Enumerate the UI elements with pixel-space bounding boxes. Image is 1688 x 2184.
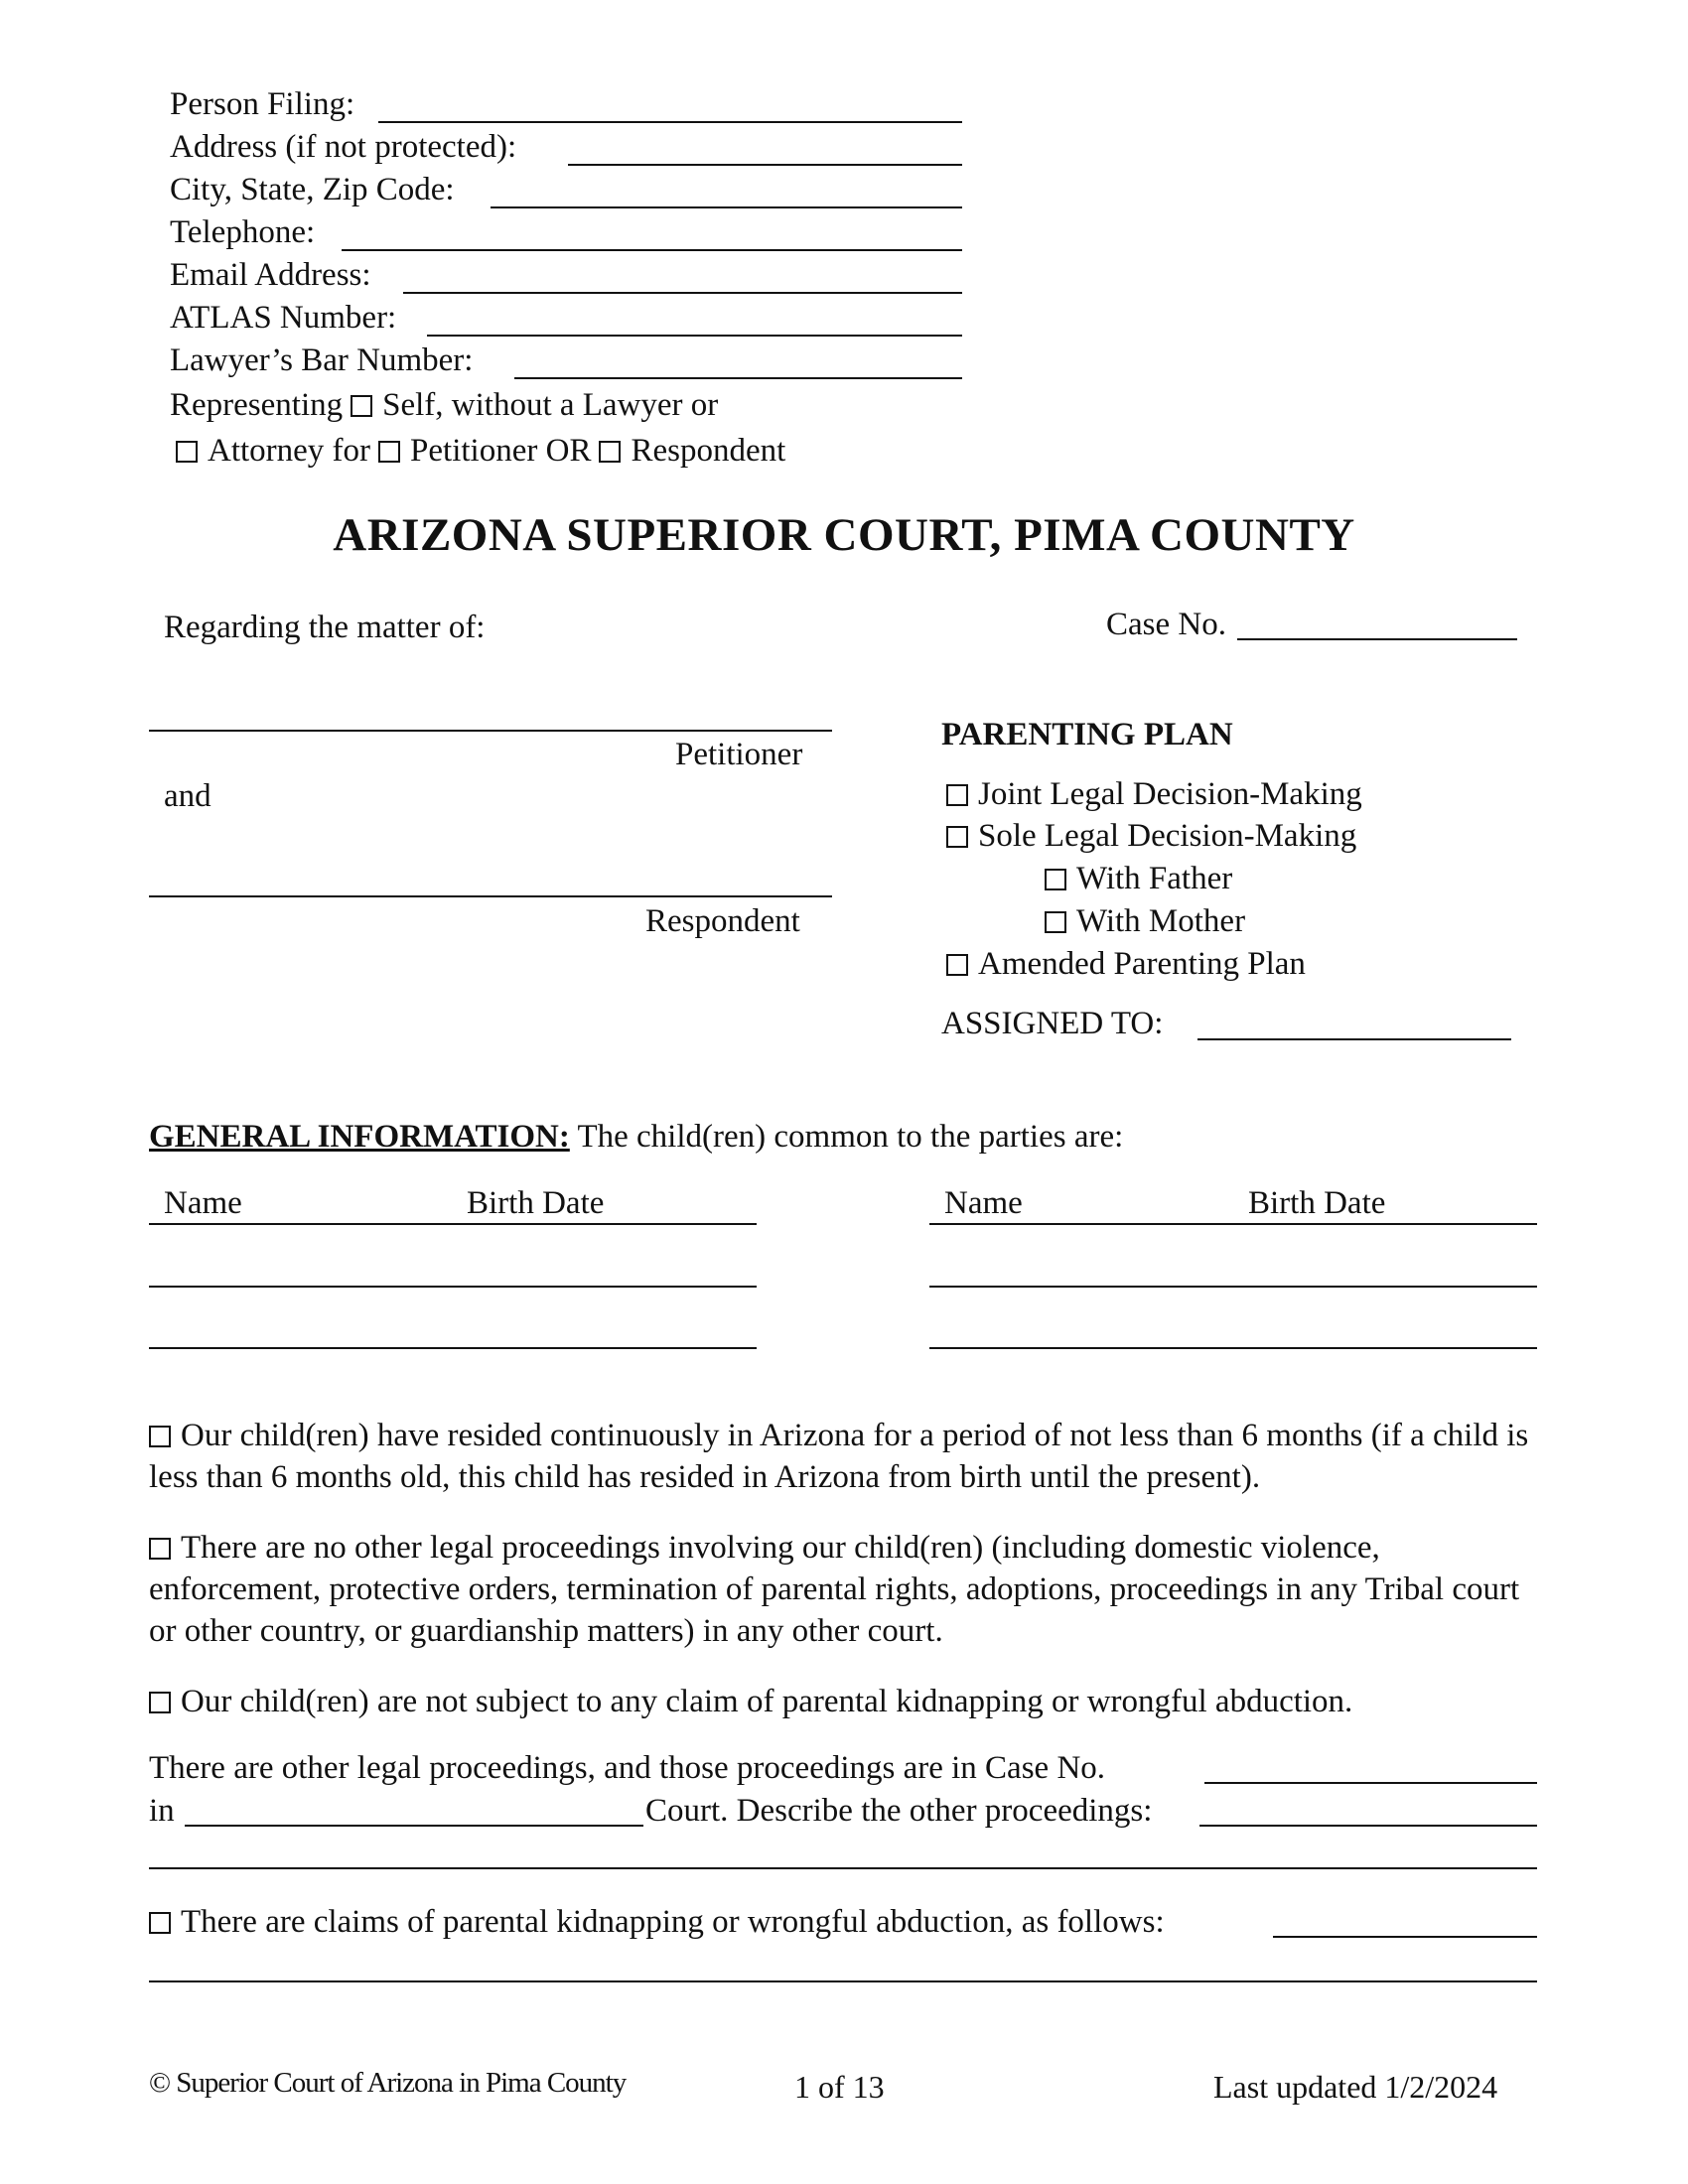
parenting-plan-heading: PARENTING PLAN xyxy=(941,717,1233,752)
general-info-line xyxy=(149,1117,1123,1157)
no-kidnapping-checkbox[interactable] xyxy=(149,1692,171,1713)
attorney-row xyxy=(176,431,785,471)
telephone-field[interactable] xyxy=(342,249,962,251)
header-rule-left xyxy=(149,1223,757,1225)
atlas-field[interactable] xyxy=(427,335,962,337)
with-father-checkbox[interactable] xyxy=(1045,869,1066,890)
respondent-checkbox[interactable] xyxy=(599,441,621,463)
col-birth-right: Birth Date xyxy=(1248,1185,1386,1221)
claims-field-continued[interactable] xyxy=(149,1980,1537,1982)
court-describe-label: Court. Describe the other proceedings: xyxy=(645,1793,1153,1829)
joint-checkbox[interactable] xyxy=(946,784,968,806)
header-rule-right xyxy=(929,1223,1537,1225)
claims-statement xyxy=(149,1902,1165,1942)
and-label: and xyxy=(164,778,211,814)
address-label: Address (if not protected): xyxy=(170,129,517,165)
claims-field[interactable] xyxy=(1273,1936,1537,1938)
with-father-label: With Father xyxy=(1076,861,1233,896)
with-mother-checkbox[interactable] xyxy=(1045,911,1066,933)
person-filing-field[interactable] xyxy=(378,121,962,123)
resided-checkbox[interactable] xyxy=(149,1426,171,1447)
col-name-right: Name xyxy=(944,1185,1023,1221)
footer-last-updated: Last updated 1/2/2024 xyxy=(1213,2069,1498,2105)
amended-checkbox[interactable] xyxy=(946,954,968,976)
col-name-left: Name xyxy=(164,1185,242,1221)
attorney-checkbox[interactable] xyxy=(176,441,198,463)
joint-label: Joint Legal Decision-Making xyxy=(978,776,1362,812)
person-filing-label: Person Filing: xyxy=(170,86,355,122)
assigned-to-label: ASSIGNED TO: xyxy=(941,1006,1164,1041)
describe-field[interactable] xyxy=(1199,1825,1537,1827)
with-mother-label: With Mother xyxy=(1076,903,1246,939)
no-kidnapping-text: Our child(ren) are not subject to any claim of parental kidnapping or wrongful abduction. xyxy=(181,1684,1353,1719)
city-field[interactable] xyxy=(491,206,962,208)
atlas-label: ATLAS Number: xyxy=(170,300,397,336)
amended-option xyxy=(946,944,1306,984)
city-label: City, State, Zip Code: xyxy=(170,172,455,207)
resided-text: Our child(ren) have resided continuously in Arizona for a period of not less than 6 months (if a child is less than 6 months old, this child has resided in Arizona from birth until the present). xyxy=(149,1418,1529,1495)
case-no-field[interactable] xyxy=(1237,638,1517,640)
claims-checkbox[interactable] xyxy=(149,1912,171,1934)
describe-field-continued[interactable] xyxy=(149,1867,1537,1869)
representing-row xyxy=(170,385,718,425)
footer-page-number: 1 of 13 xyxy=(794,2069,885,2105)
self-checkbox[interactable] xyxy=(351,395,372,417)
email-field[interactable] xyxy=(403,292,962,294)
petitioner-name-field[interactable] xyxy=(149,730,832,732)
address-field[interactable] xyxy=(568,164,962,166)
representing-label: Representing xyxy=(170,387,344,423)
email-label: Email Address: xyxy=(170,257,371,293)
petitioner-checkbox[interactable] xyxy=(378,441,400,463)
bar-label: Lawyer’s Bar Number: xyxy=(170,342,474,378)
no-proceedings-statement xyxy=(149,1527,1539,1652)
other-proceedings-label: There are other legal proceedings, and those proceedings are in Case No. xyxy=(149,1750,1106,1786)
attorney-label: Attorney for xyxy=(208,433,371,469)
sole-option xyxy=(946,816,1356,856)
regarding-label: Regarding the matter of: xyxy=(164,610,486,645)
respondent-label: Respondent xyxy=(645,903,800,939)
sole-label: Sole Legal Decision-Making xyxy=(978,818,1357,854)
no-proceedings-text: There are no other legal proceedings involving our child(ren) (including domestic violence, enforcement, protective orders, termination of parental rights, adoptions, proceedings in any Tribal court or other country, or guardianship matters) in any other court. xyxy=(149,1530,1520,1649)
petitioner-label: Petitioner xyxy=(675,737,803,772)
resided-statement xyxy=(149,1415,1539,1498)
with-mother-option xyxy=(1045,901,1245,941)
child-row-left-1[interactable] xyxy=(149,1286,757,1288)
petitioner-option-label: Petitioner OR xyxy=(410,433,592,469)
court-title: ARIZONA SUPERIOR COURT, PIMA COUNTY xyxy=(333,509,1355,561)
with-father-option xyxy=(1045,859,1232,898)
assigned-to-field[interactable] xyxy=(1197,1038,1511,1040)
respondent-name-field[interactable] xyxy=(149,895,832,897)
claims-text: There are claims of parental kidnapping or wrongful abduction, as follows: xyxy=(181,1904,1165,1940)
other-case-no-field[interactable] xyxy=(1204,1782,1537,1784)
child-row-left-2[interactable] xyxy=(149,1347,757,1349)
col-birth-left: Birth Date xyxy=(467,1185,605,1221)
amended-label: Amended Parenting Plan xyxy=(978,946,1306,982)
general-info-intro: The child(ren) common to the parties are: xyxy=(577,1119,1124,1155)
child-row-right-2[interactable] xyxy=(929,1347,1537,1349)
self-label: Self, without a Lawyer or xyxy=(382,387,719,423)
other-court-field[interactable] xyxy=(185,1825,643,1827)
general-info-heading: GENERAL INFORMATION: xyxy=(149,1119,570,1155)
in-label: in xyxy=(149,1793,175,1829)
child-row-right-1[interactable] xyxy=(929,1286,1537,1288)
footer-copyright: © Superior Court of Arizona in Pima County xyxy=(149,2067,627,2099)
joint-option xyxy=(946,774,1362,814)
telephone-label: Telephone: xyxy=(170,214,316,250)
case-no-label: Case No. xyxy=(1106,607,1226,642)
respondent-option-label: Respondent xyxy=(631,433,786,469)
sole-checkbox[interactable] xyxy=(946,826,968,848)
bar-field[interactable] xyxy=(514,377,962,379)
no-proceedings-checkbox[interactable] xyxy=(149,1538,171,1560)
no-kidnapping-statement xyxy=(149,1681,1539,1722)
